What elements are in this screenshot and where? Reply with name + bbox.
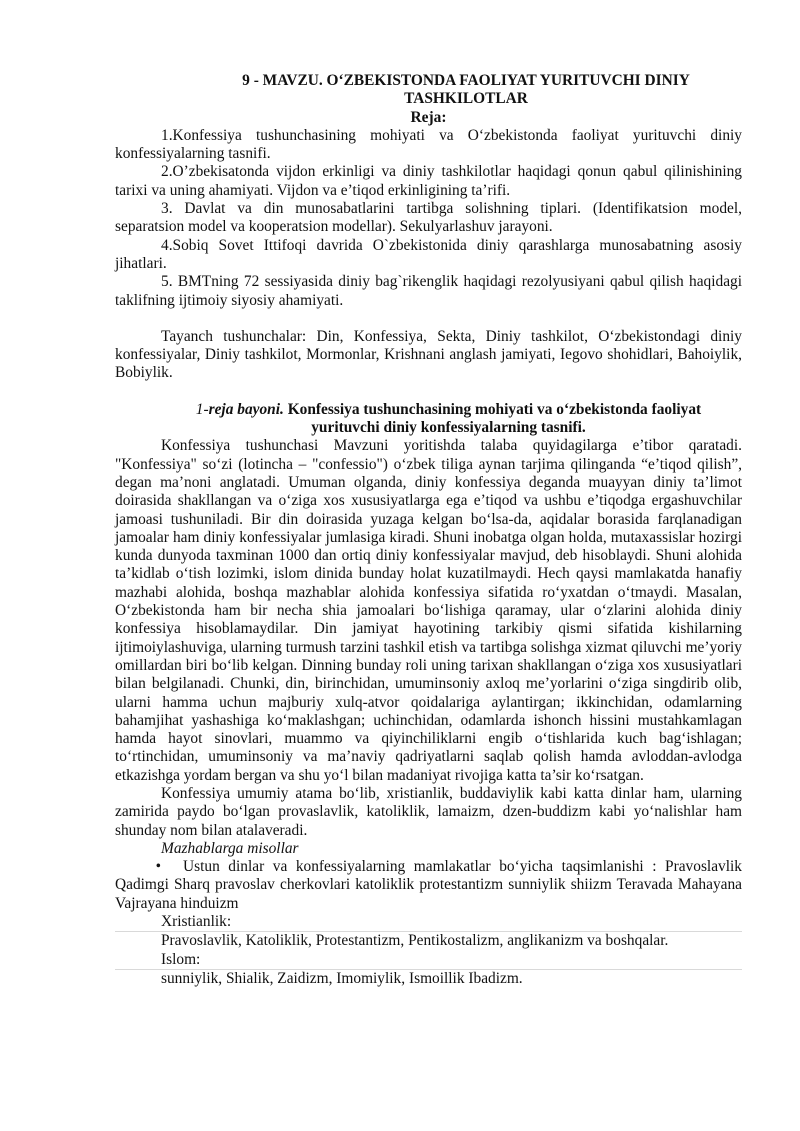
body-paragraph-1: Konfessiya tushunchasi Mavzuni yoritishda talaba quyidagilarga e’tibor qaratadi. "Konfessiya" so‘zi (lotincha – "confessio") o‘zbek tiliga aynan tarjima qilinganda “e’tiqod qilish”, degan ma’noni anglatadi. Umuman olganda, diniy konfessiya deganda muayyan diniy ta’limot doirasida shakllangan va o‘ziga xos xususiyatlarga ega e’tiqod va ushbu e’tiqodga ergashuvchilar jamoasi tushuniladi. Bir din doirasida yuzaga kelgan bo‘lsa-da, aqidalar borasida farqlanadigan jamoalar ham diniy konfessiyalar jumlasiga kiradi. Shuni inobatga olgan holda, mutaxassislar hozirgi kunda dunyoda taxminan 1000 dan ortiq diniy konfessiyalar mavjud, deb hisoblaydi. Shuni alohida ta’kidlab o‘tish lozimki, islom dinida bunday holat kuzatilmaydi. Hech qaysi mamlakatda hanafiy mazhabi alohida, boshqa mazhablar alohida konfessiya sifatida ro‘yxatdan o‘tmaydi. Masalan, O‘zbekistonda ham bir necha shia jamoalari bo‘lishiga qaramay, ular o‘zlarini alohida diniy konfessiya hisoblamaydilar. Din jamiyat hayotining tarkibiy qismi sifatida kishilarning ijtimoiylashuviga, ularning turmush tarzini tashkil etish va tartibga solishga xizmat qiluvchi me’yoriy omillardan biri bo‘lib kelgan. Dinning bunday roli uning tarixan shakllangan o‘ziga xos xususiyatlari bilan belgilanadi. Chunki, din, birinchidan, umuminsoniy axloq me’yorlarini o‘ziga singdirib olib, ularni hamma uchun majburiy xulq-atvor qoidalariga aylantirgan; ikkinchidan, odamlarning bahamjihat yashashiga ko‘maklashgan; uchinchidan, odamlarda ishonch hissini mustahkamlagan hamda hayot sinovlari, muammo va qiyinchiliklarni engib o‘tishlarida kuch bag‘ishlagan; to‘rtinchidan, umuminsoniy va ma’naviy qadriyatlarni saqlab qolish hamda avloddan-avlodga etkazishga yordam bergan va shu yo‘l bilan madaniyat rivojiga katta ta’sir ko‘rsatgan. [115, 437, 742, 784]
section-heading-text: Konfessiya tushunchasining mohiyati va o‘zbekistonda faoliyat yurituvchi diniy konfessiyalarning tasnifi. [283, 400, 702, 437]
spacer [115, 383, 742, 401]
document-title: 9 - MAVZU. O‘ZBEKISTONDA FAOLIYAT YURITUVCHI DINIY TASHKILOTLAR [242, 72, 690, 108]
section-heading-number: 1- [195, 400, 209, 418]
reja-label: Reja: [410, 108, 447, 126]
bullet-item [115, 858, 742, 913]
mazhab-examples-label: Mazhablarga misollar [161, 839, 299, 857]
bullet-text: Ustun dinlar va konfessiyalarning mamlakatlar bo‘yicha taqsimlanishi : Pravoslavlik Qadimgi Sharq pravoslav cherkovlari katoliklik protestantizm sunniylik shiizm Teravada Mahayana Vajrayana hinduizm [115, 858, 742, 912]
plan-item-1: 1.Konfessiya tushunchasining mohiyati va O‘zbekistonda faoliyat yurituvchi diniy konfessiyalarning tasnifi. [115, 126, 742, 163]
spacer [115, 310, 742, 328]
bullet-icon: • [155, 858, 161, 876]
xristianlik-list: Pravoslavlik, Katoliklik, Protestantizm, Pentikostalizm, anglikanizm va boshqalar. [161, 932, 669, 950]
plan-item-4: 4.Sobiq Sovet Ittifoqi davrida O`zbekistonida diniy qarashlarga munosabatning asosiy jihatlari. [115, 236, 742, 272]
plan-item-3: 3. Davlat va din munosabatlarini tartibga solishning tiplari. (Identifikatsion model, separatsion model va kooperatsion modellar). Sekulyarlashuv jarayoni. [115, 200, 742, 236]
document-page [115, 72, 742, 988]
islom-label: Islom: [161, 950, 201, 968]
plan-item-5: 5. BMTning 72 sessiyasida diniy bag`rikenglik haqidagi rezolyusiyani qabul qilish haqidagi taklifning ijtimoiy siyosiy ahamiyati. [115, 273, 742, 309]
section-heading [115, 401, 742, 438]
plan-item-2: 2.O’zbekisatonda vijdon erkinligi va diniy tashkilotlar haqidagi qonun qabul qilinishining tarixi va uning ahamiyati. Vijdon va e’tiqod erkinligining ta’rifi. [115, 163, 742, 199]
xristianlik-label: Xristianlik: [161, 913, 232, 931]
section-heading-label: reja bayoni. [208, 400, 284, 418]
islom-list: sunniylik, Shialik, Zaidizm, Imomiylik, Ismoillik Ibadizm. [161, 969, 523, 987]
body-paragraph-2: Konfessiya umumiy atama bo‘lib, xristianlik, buddaviylik kabi katta dinlar ham, ularning zamirida paydo bo‘lgan provaslavlik, katoliklik, lamaizm, dzen-buddizm kabi yo‘nalishlar ham shunday nom bilan atalaveradi. [115, 784, 742, 839]
tayanch-tushunchalar: Tayanch tushunchalar: Din, Konfessiya, Sekta, Diniy tashkilot, O‘zbekistondagi diniy konfessiyalar, Diniy tashkilot, Mormonlar, Krishnani anglash jamiyati, Iegovo shohidlari, Bahoiylik, Bobiylik. [115, 327, 742, 382]
